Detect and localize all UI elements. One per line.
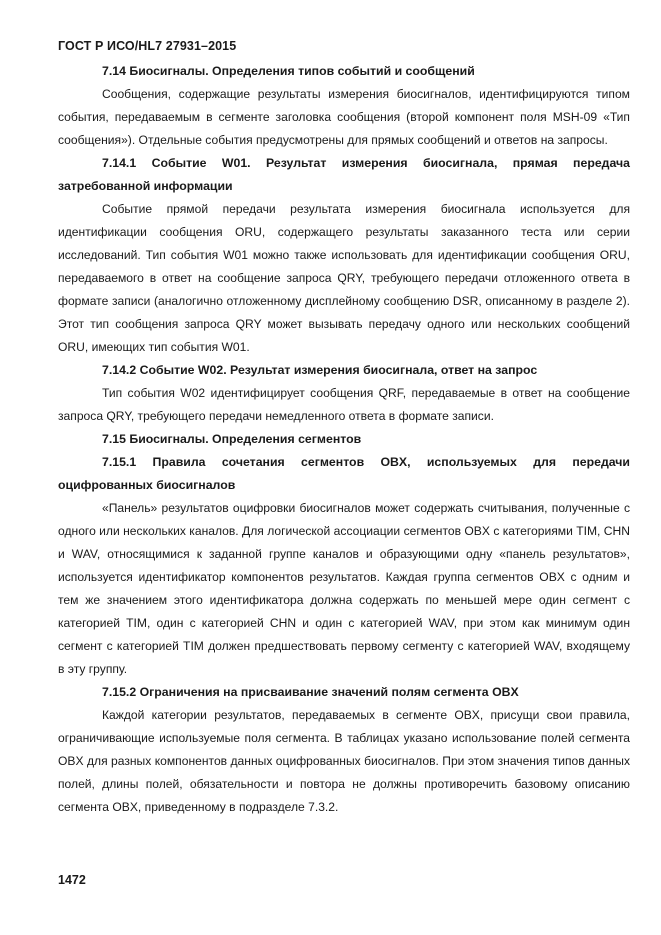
section-heading-7-15-1: 7.15.1 Правила сочетания сегментов OBX, используемых для передачи оцифрованных биосигналов xyxy=(58,455,630,492)
section-heading-7-14-1: 7.14.1 Событие W01. Результат измерения биосигнала, прямая передача затребованной информации xyxy=(58,156,630,193)
paragraph-7-14-1: Событие прямой передачи результата измерения биосигнала используется для идентификации сообщения ORU, содержащего результаты заказанного теста или серии исследований. Тип события W01 можно также использовать для идентификации сообщения ORU, передаваемого в ответ на сообщение запроса QRY, требующего передачи отложенного ответа в формате записи (аналогично отложенному дисплейному сообщению DSR, описанному в разделе 2). Этот тип сообщения запроса QRY может вызывать передачу одного или нескольких сообщений ORU, имеющих тип события W01. xyxy=(58,202,630,354)
document-body xyxy=(58,60,630,819)
document-code-header: ГОСТ Р ИСО/HL7 27931–2015 xyxy=(58,39,237,53)
paragraph-7-14: Сообщения, содержащие результаты измерения биосигналов, идентифицируются типом события, передаваемым в сегменте заголовка сообщения (второй компонент поля MSH-09 «Тип сообщения»). Отдельные события предусмотрены для прямых сообщений и ответов на запросы. xyxy=(58,87,630,147)
section-heading-7-14: 7.14 Биосигналы. Определения типов событий и сообщений xyxy=(102,64,475,78)
paragraph-7-15-1: «Панель» результатов оцифровки биосигналов может содержать считывания, полученные с одного или нескольких каналов. Для логической ассоциации сегментов OBX с категориями TIM, CHN и WAV, относящимися к заданной группе каналов и образующими одну «панель результатов», используется идентификатор компонентов результатов. Каждая группа сегментов OBX с одним и тем же значением этого идентификатора должна содержать по меньшей мере один сегмент с категорией TIM, один с категорией CHN и один с категорией WAV, при этом как минимум один сегмент с категорией TIM должен предшествовать первому сегменту с категорией WAV, входящему в эту группу. xyxy=(58,501,630,676)
paragraph-7-14-2: Тип события W02 идентифицирует сообщения QRF, передаваемые в ответ на сообщение запроса QRY, требующего передачи немедленного ответа в формате записи. xyxy=(58,386,630,423)
paragraph-7-15-2: Каждой категории результатов, передаваемых в сегменте OBX, присущи свои правила, ограничивающие используемые поля сегмента. В таблицах указано использование полей сегмента OBX для разных компонентов данных оцифрованных биосигналов. При этом значения типов данных полей, длины полей, обязательности и повтора не должны противоречить базовому описанию сегмента OBX, приведенному в подразделе 7.3.2. xyxy=(58,708,630,814)
section-heading-7-15: 7.15 Биосигналы. Определения сегментов xyxy=(102,432,362,446)
page-number: 1472 xyxy=(58,873,86,887)
section-heading-7-15-2: 7.15.2 Ограничения на присваивание значений полям сегмента OBX xyxy=(102,685,519,699)
section-heading-7-14-2: 7.14.2 Событие W02. Результат измерения биосигнала, ответ на запрос xyxy=(102,363,538,377)
